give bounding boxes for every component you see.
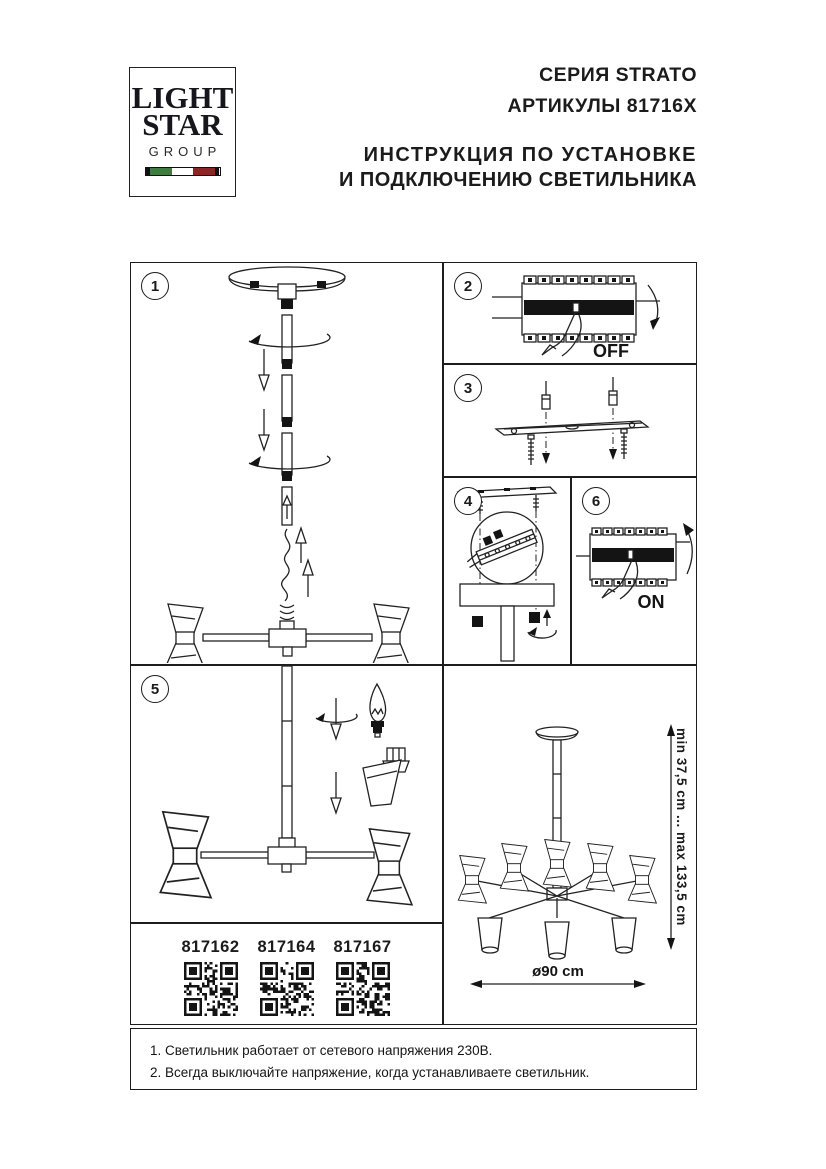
panel-step-3 <box>443 364 697 477</box>
article-number: 817167 <box>333 938 392 956</box>
lightstar-logo <box>129 67 236 197</box>
qr-item <box>332 938 394 1021</box>
panel-final-dimensions <box>443 665 697 1025</box>
wall-anchor <box>542 381 550 409</box>
circuit-breaker <box>576 528 690 586</box>
final-chandelier-diagram <box>444 666 695 1023</box>
on-label: ON <box>637 592 665 612</box>
down-arrow-icon <box>609 449 617 460</box>
nut <box>472 616 483 627</box>
screw <box>528 435 534 465</box>
panel-step-4 <box>443 477 571 665</box>
power-cable <box>282 529 290 601</box>
down-arrow-icon <box>331 772 341 813</box>
qr-item <box>180 938 242 1021</box>
panel-step-2 <box>443 262 697 364</box>
candle-bulb <box>370 684 386 737</box>
screw <box>533 495 539 511</box>
up-arrow-icon <box>296 528 306 563</box>
article-number: 817162 <box>181 938 240 956</box>
panel-step-1 <box>130 262 443 665</box>
logo-word-group: GROUP <box>148 144 222 159</box>
screw <box>621 429 627 459</box>
height-range-label: min 37,5 cm ... max 133,5 cm <box>674 728 689 926</box>
instruction-line-2: И ПОДКЛЮЧЕНИЮ СВЕТИЛЬНИКА <box>338 169 697 191</box>
step-3-diagram-mounting-bracket <box>444 365 695 475</box>
article-number: 817164 <box>257 938 316 956</box>
logo-word-light: LIGHT <box>131 80 234 115</box>
italian-flag-stripe <box>145 167 221 176</box>
qr-code <box>184 962 238 1021</box>
qr-item <box>256 938 318 1021</box>
flag-red <box>193 168 215 175</box>
panel-qr-codes <box>130 923 443 1025</box>
note-1: 1. Светильник работает от сетевого напряжения 230В. <box>150 1043 493 1058</box>
front-cone-shade <box>545 922 569 959</box>
step-6-number: 6 <box>582 487 610 515</box>
nut <box>529 612 540 623</box>
wall-anchor <box>609 377 617 405</box>
panel-step-6 <box>571 477 697 665</box>
up-arrow-icon <box>303 560 313 597</box>
front-cone-shade <box>612 918 636 953</box>
step-2-diagram-breaker-off <box>444 263 695 362</box>
cable-coil <box>280 605 294 620</box>
terminal-block-magnified <box>461 512 543 584</box>
flag-white <box>172 168 193 175</box>
front-cone-shade <box>478 918 502 953</box>
note-2: 2. Всегда выключайте напряжение, когда устанавливаете светильник. <box>150 1065 590 1080</box>
panel-step-5 <box>130 665 443 923</box>
step-2-number: 2 <box>454 272 482 300</box>
step-3-number: 3 <box>454 374 482 402</box>
assembled-chandelier <box>458 727 656 959</box>
curved-arrow-down-icon <box>648 285 660 330</box>
instruction-title <box>339 143 697 193</box>
curved-arrow-up-icon <box>683 523 694 574</box>
instruction-line-1: ИНСТРУКЦИЯ ПО УСТАНОВКЕ <box>363 144 697 166</box>
footnotes-box <box>130 1028 697 1090</box>
document-title <box>508 60 697 122</box>
flag-green <box>150 168 172 175</box>
step-5-diagram-shade-bulb <box>131 666 441 921</box>
circuit-breaker <box>492 276 660 342</box>
step-1-number: 1 <box>141 272 169 300</box>
down-arrow-icon <box>542 453 550 464</box>
series-title: СЕРИЯ STRATO <box>539 64 697 86</box>
cone-shade <box>363 760 401 806</box>
step-4-number: 4 <box>454 487 482 515</box>
diameter-dimension-arrow <box>470 980 646 988</box>
down-arrow-icon <box>259 409 269 450</box>
down-arrow-icon <box>259 349 269 390</box>
flag-cap-right <box>215 168 219 175</box>
qr-code <box>260 962 314 1021</box>
step-1-diagram-rod-assembly <box>131 263 441 663</box>
ceiling-canopy <box>229 267 345 309</box>
articles-title: АРТИКУЛЫ 81716X <box>507 95 697 117</box>
diameter-label: ø90 cm <box>532 963 584 980</box>
logo-word-star: STAR <box>142 107 223 142</box>
qr-code <box>336 962 390 1021</box>
off-label: OFF <box>593 341 629 361</box>
step-5-number: 5 <box>141 675 169 703</box>
rotate-arrow-icon <box>316 698 357 739</box>
